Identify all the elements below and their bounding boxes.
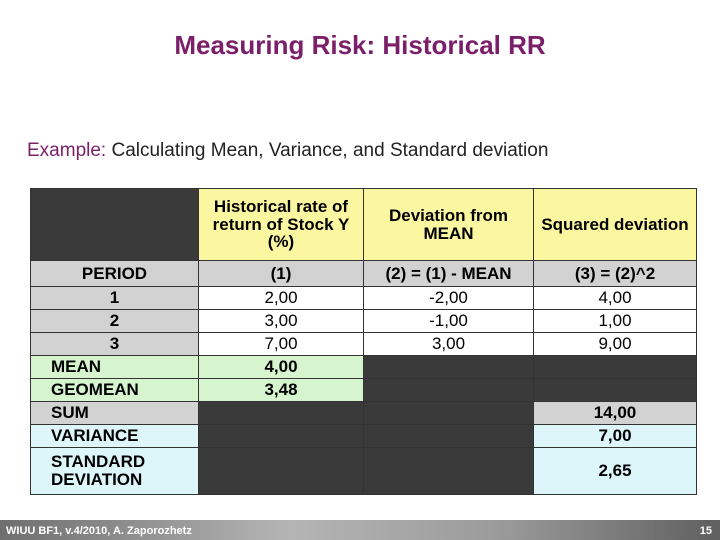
- squared-cell: 9,00: [534, 333, 697, 356]
- period-cell: 2: [31, 310, 199, 333]
- table-row: [31, 287, 697, 310]
- geomean-label: GEOMEAN: [31, 379, 199, 402]
- page-number: 15: [699, 525, 712, 537]
- sum-value: 14,00: [534, 402, 697, 425]
- risk-calculation-table: [30, 188, 697, 495]
- subtitle-lead: Example:: [27, 140, 107, 161]
- header-historical-rate: Historical rate of return of Stock Y (%): [199, 189, 364, 261]
- return-cell: 2,00: [199, 287, 364, 310]
- empty-dark-cell: [364, 402, 534, 425]
- return-cell: 3,00: [199, 310, 364, 333]
- header-row: [31, 189, 697, 261]
- subtitle-text: Calculating Mean, Variance, and Standard deviation: [111, 140, 549, 161]
- sum-label: SUM: [31, 402, 199, 425]
- geomean-row: [31, 379, 697, 402]
- footer-bar: [0, 520, 720, 540]
- variance-value: 7,00: [534, 425, 697, 448]
- mean-row: [31, 356, 697, 379]
- subtitle: [27, 140, 548, 162]
- subheader-col2: (2) = (1) - MEAN: [364, 261, 534, 287]
- subheader-col3: (3) = (2)^2: [534, 261, 697, 287]
- mean-label: MEAN: [31, 356, 199, 379]
- empty-dark-cell: [534, 379, 697, 402]
- variance-row: [31, 425, 697, 448]
- empty-dark-cell: [199, 448, 364, 495]
- period-cell: 1: [31, 287, 199, 310]
- table-row: [31, 310, 697, 333]
- footer-text: WIUU BF1, v.4/2010, A. Zaporozhetz: [6, 525, 192, 537]
- std-label-line1: STANDARD: [51, 452, 146, 472]
- empty-dark-cell: [364, 425, 534, 448]
- deviation-cell: 3,00: [364, 333, 534, 356]
- empty-dark-cell: [364, 448, 534, 495]
- geomean-value: 3,48: [199, 379, 364, 402]
- mean-value: 4,00: [199, 356, 364, 379]
- return-cell: 7,00: [199, 333, 364, 356]
- subheader-row: [31, 261, 697, 287]
- empty-dark-cell: [199, 425, 364, 448]
- std-label-line2: DEVIATION: [51, 470, 143, 489]
- std-value: 2,65: [534, 448, 697, 495]
- deviation-cell: -1,00: [364, 310, 534, 333]
- squared-cell: 1,00: [534, 310, 697, 333]
- subheader-period: PERIOD: [31, 261, 199, 287]
- empty-dark-cell: [364, 379, 534, 402]
- empty-dark-cell: [199, 402, 364, 425]
- slide-title: Measuring Risk: Historical RR: [174, 30, 546, 60]
- std-row: [31, 448, 697, 495]
- squared-cell: 4,00: [534, 287, 697, 310]
- header-deviation: Deviation from MEAN: [364, 189, 534, 261]
- deviation-cell: -2,00: [364, 287, 534, 310]
- empty-dark-cell: [534, 356, 697, 379]
- variance-label: VARIANCE: [31, 425, 199, 448]
- table-row: [31, 333, 697, 356]
- sum-row: [31, 402, 697, 425]
- empty-dark-cell: [364, 356, 534, 379]
- subheader-col1: (1): [199, 261, 364, 287]
- period-cell: 3: [31, 333, 199, 356]
- std-label: [31, 448, 199, 495]
- header-corner-cell: [31, 189, 199, 261]
- header-squared-deviation: Squared deviation: [534, 189, 697, 261]
